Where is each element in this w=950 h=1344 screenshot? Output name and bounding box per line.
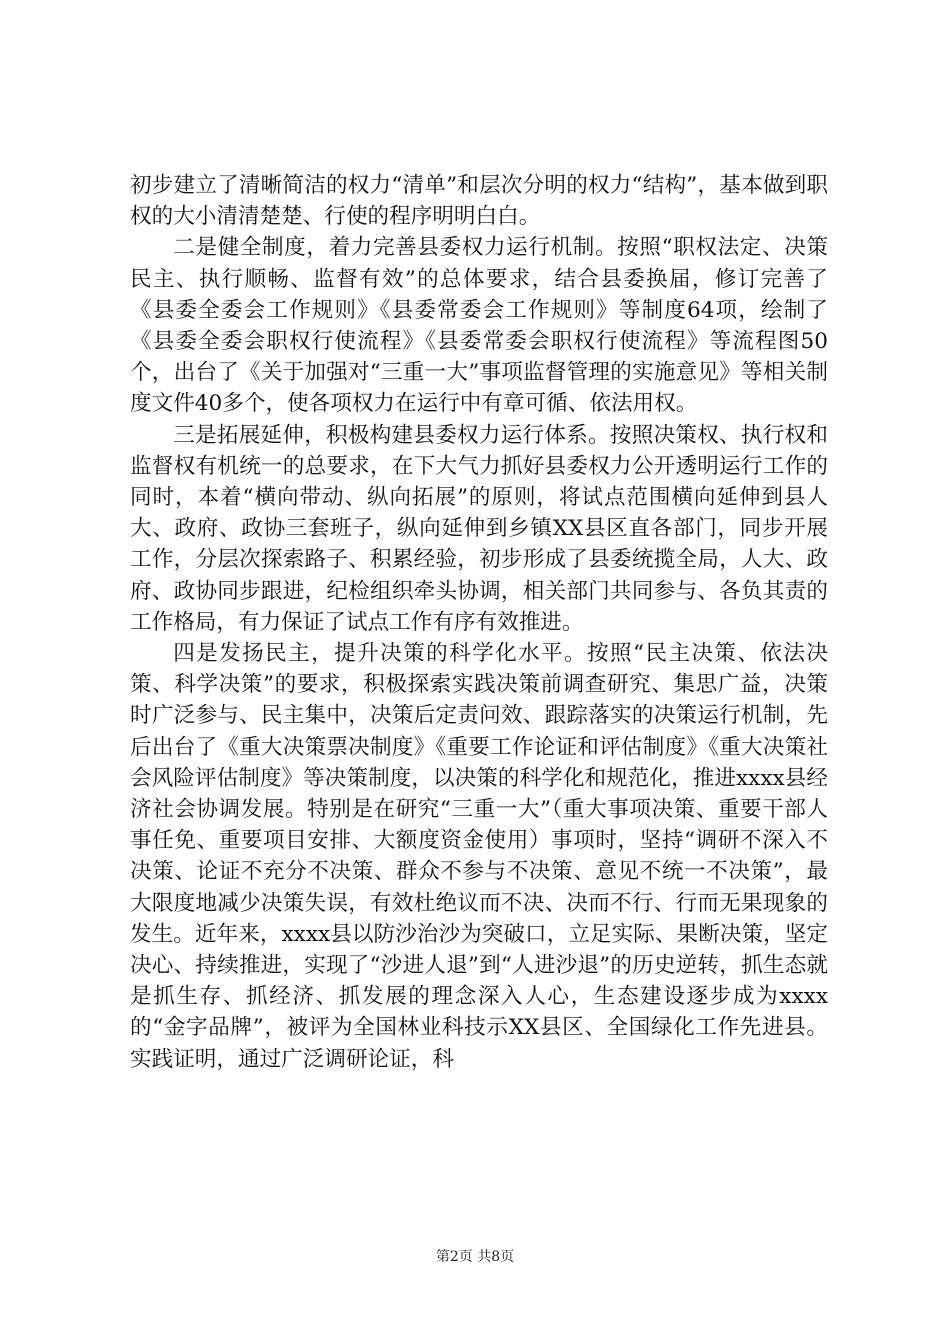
paragraph-continuation: 初步建立了清晰简洁的权力“清单”和层次分明的权力“结构”，基本做到职权的大小清清楚楚、行使的程序明明白白。: [130, 173, 828, 230]
paragraph-four: 四是发扬民主，提升决策的科学化水平。按照“民主决策、依法决策、科学决策”的要求，积极探索实践决策前调查研究、集思广益，决策时广泛参与、民主集中，决策后定责问效、跟踪落实的决策运行机制，先后出台了《重大决策票决制度》《重要工作论证和评估制度》《重大决策社会风险评估制度》等决策制度，以决策的科学化和规范化，推进xxxx县经济社会协调发展。特别是在研究“三重一大”（重大事项决策、重要干部人事任免、重要项目安排、大额度资金使用）事项时，坚持“调研不深入不决策、论证不充分不决策、群众不参与不决策、意见不统一不决策”，最大限度地减少决策失误，有效杜绝议而不决、决而不行、行而无果现象的发生。近年来，xxxx县以防沙治沙为突破口，立足实际、果断决策，坚定决心、持续推进，实现了“沙进人退”到“人进沙退”的历史逆转，抓生态就是抓生存、抓经济、抓发展的理念深入人心，生态建设逐步成为xxxx的“金字品牌”，被评为全国林业科技示XX县区、全国绿化工作先进县。实践证明，通过广泛调研论证，科: [130, 641, 828, 1072]
page-number-footer: 第2页 共8页: [435, 1249, 515, 1265]
document-body: [130, 170, 828, 1075]
paragraph-two: 二是健全制度，着力完善县委权力运行机制。按照“职权法定、决策民主、执行顺畅、监督有效”的总体要求，结合县委换届，修订完善了《县委全委会工作规则》《县委常委会工作规则》等制度64项，绘制了《县委全委会职权行使流程》《县委常委会职权行使流程》等流程图50个，出台了《关于加强对“三重一大”事项监督管理的实施意见》等相关制度文件40多个，使各项权力在运行中有章可循、依法用权。: [130, 235, 828, 417]
paragraph-three: 三是拓展延伸，积极构建县委权力运行体系。按照决策权、执行权和监督权有机统一的总要求，在下大气力抓好县委权力公开透明运行工作的同时，本着“横向带动、纵向拓展”的原则，将试点范围横向延伸到县人大、政府、政协三套班子，纵向延伸到乡镇XX县区直各部门，同步开展工作，分层次探索路子、积累经验，初步形成了县委统揽全局，人大、政府、政协同步跟进，纪检组织牵头协调，相关部门共同参与、各负其责的工作格局，有力保证了试点工作有序有效推进。: [130, 422, 828, 635]
